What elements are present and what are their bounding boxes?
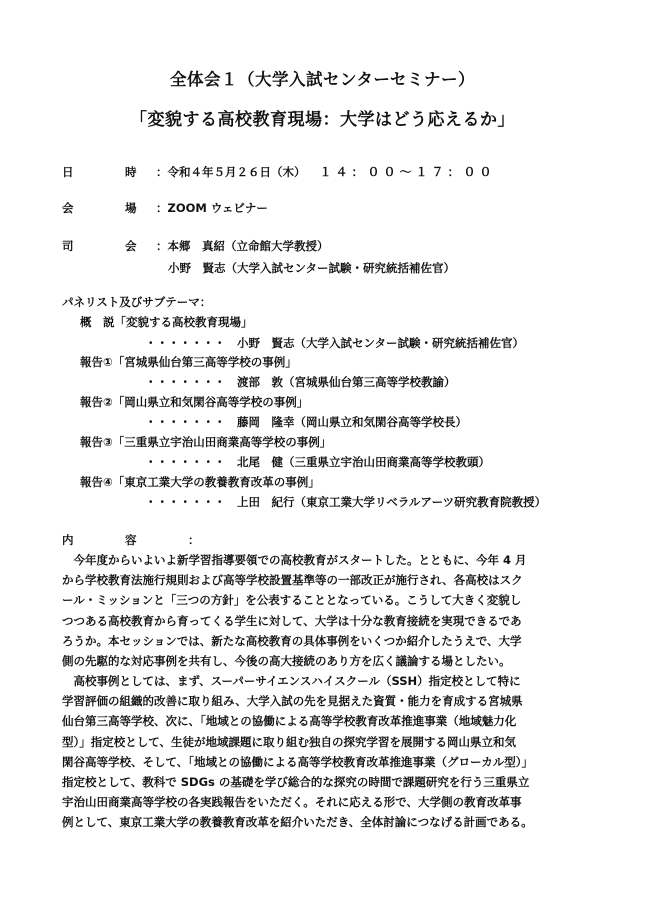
paragraph-1-line: ール・ミッションと「三つの方針」を公表することとなっている。こうして大きく変貌し (62, 593, 522, 608)
panel-topic-3: 報告③「三重県立宇治山田商業高等学校の事例」 (80, 435, 332, 449)
paragraph-2-line: 指定校として、教科で SDGs の基礎を学び総合的な探究の時間で課題研究を行う三重県立 (62, 775, 530, 790)
paragraph-1 (62, 550, 592, 671)
title-line-1: 全体会１（大学入試センターセミナー） (169, 70, 475, 89)
chair-row (62, 238, 329, 254)
paragraph-2-line: 宇治山田商業高等学校の各実践報告をいただく。それに応える形で、大学側の教育改革事 (62, 795, 522, 810)
panel-speaker-3: ・・・・・・・ 北尾 健（三重県立宇治山田商業高等学校教頭） (145, 455, 490, 469)
paragraph-1-line: から学校教育法施行規則および高等学校設置基準等の一部改正が施行され、各高校はスク (62, 573, 523, 588)
paragraph-1-line: 側の先駆的な対応事例を共有し、今後の高大接続のあり方を広く議論する場としたい。 (62, 654, 511, 669)
paragraph-2-line: 例として、東京工業大学の教養教育改革を紹介いただき、全体討論につなげる計画である。 (62, 815, 533, 830)
panel-topic-1: 報告①「宮城県仙台第三高等学校の事例」 (80, 355, 297, 369)
panel-speaker-4: ・・・・・・・ 上田 紀行（東京工業大学リベラルアーツ研究教育院教授） (145, 495, 547, 509)
panel-heading: パネリスト及びサブテーマ： (62, 295, 212, 309)
chair-2: 小野 賢志（大学入試センター試験・研究統括補佐官） (168, 261, 456, 275)
content-label: 内 容 ： (62, 533, 220, 547)
panel-speaker-2: ・・・・・・・ 藤岡 隆幸（岡山県立和気閑谷高等学校長） (145, 415, 467, 429)
chair-label: 司 会 (62, 239, 157, 253)
paragraph-1-line: 今年度からいよいよ新学習指導要領での高校教育がスタートした。とともに、今年 4 月 (62, 553, 527, 567)
paragraph-2-line: 型）」指定校として、生徒が地域課題に取り組む独自の探究学習を展開する岡山県立和気 (62, 734, 517, 749)
paragraph-2-line: 仙台第三高等学校、次に、「地域との協働による高等学校教育改革推進事業（地域魅力化 (62, 714, 517, 729)
paragraph-1-line: つつある高校教育から育ってくる学生に対して、大学は十分な教育接続を実現できるであ (62, 613, 522, 628)
title-line-2: 「変貌する高校教育現場：大学はどう応えるか」 (130, 110, 515, 130)
paragraph-1-line: ろうか。本セッションでは、新たな高校教育の具体事例をいくつか紹介したうえで、大学 (62, 633, 522, 648)
paragraph-2-line: 学習評価の組織的改善に取り組み、大学入試の先を見据えた資質・能力を育成する宮城県 (62, 694, 523, 709)
paragraph-2-line: 高校事例としては、まず、スーパーサイエンスハイスクール（SSH）指定校として特に (62, 674, 521, 688)
panel-speaker-0: ・・・・・・・ 小野 賢志（大学入試センター試験・研究統括補佐官） (145, 336, 525, 350)
panel-speaker-1: ・・・・・・・ 渡部 敦（宮城県仙台第三高等学校教諭） (145, 375, 456, 389)
paragraph-2 (62, 671, 592, 833)
panel-topic-0: 概 説「変貌する高校教育現場」 (80, 315, 253, 329)
chair-1: ：本郷 真紹（立命館大学教授） (156, 239, 329, 253)
paragraph-2-line: 閑谷高等学校、そして、「地域との協働による高等学校教育改革推進事業（グローカル型）」 (62, 754, 534, 769)
panel-topic-4: 報告④「東京工業大学の教養教育改革の事例」 (80, 475, 320, 489)
date-value: ：令和４年５月２６日（木） (156, 165, 306, 179)
venue-row (62, 200, 268, 216)
date-row (62, 163, 496, 180)
time-value: １４：００～１７：００ (319, 165, 496, 179)
panel-topic-2: 報告②「岡山県立和気閑谷高等学校の事例」 (80, 395, 309, 409)
venue-label: 会 場 (62, 201, 157, 215)
date-label: 日 時 (62, 165, 157, 179)
venue-value: ：ZOOM ウェビナー (156, 201, 268, 215)
